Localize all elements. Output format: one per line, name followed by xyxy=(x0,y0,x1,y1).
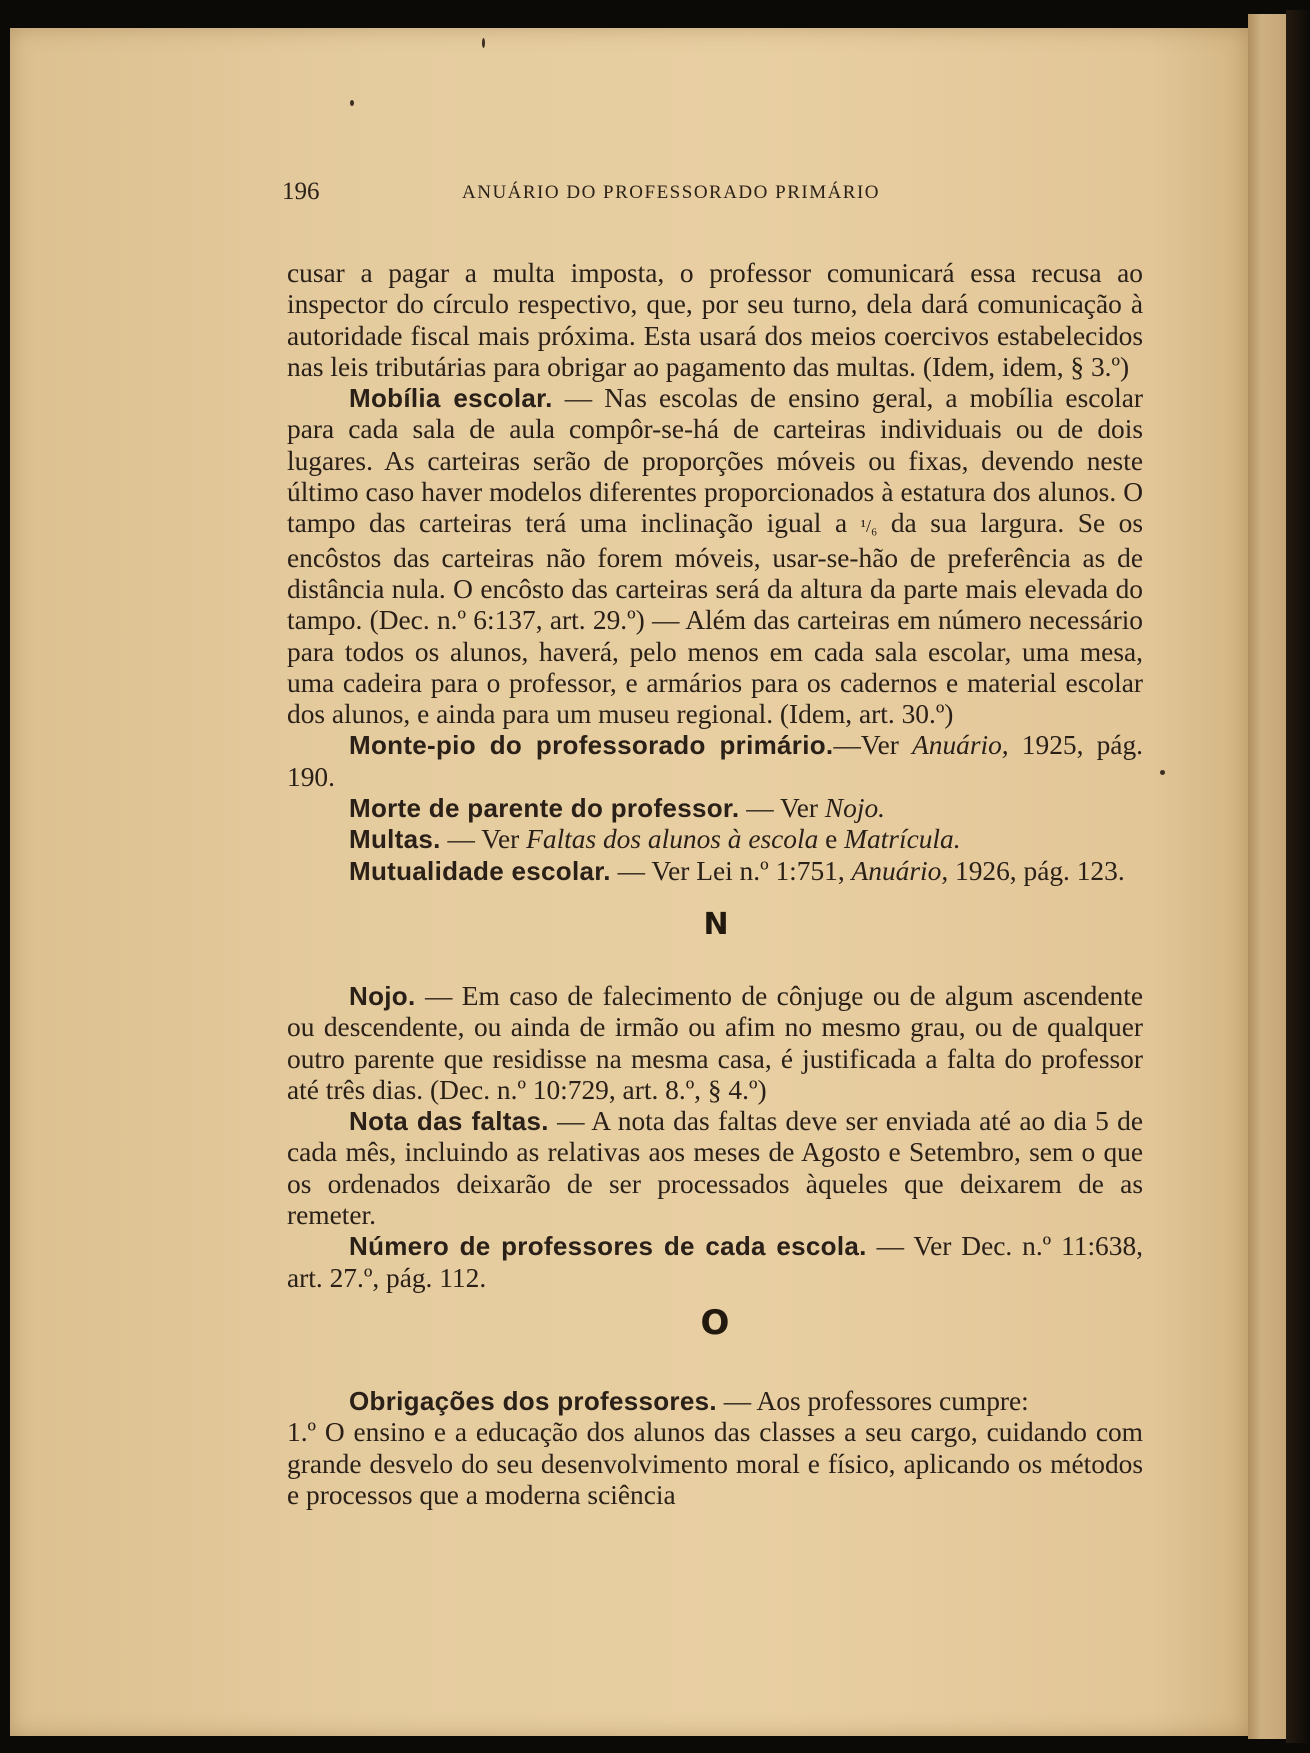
entry-nota-das-faltas xyxy=(287,1106,1143,1231)
entry-term: Número de professores de cada escola. xyxy=(349,1231,867,1262)
entry-mobilia-escolar xyxy=(287,383,1143,730)
fraction: ¹/₆ xyxy=(860,516,878,537)
entry-text: — Ver xyxy=(739,793,825,824)
entry-term: Obrigações dos professores. xyxy=(349,1385,717,1416)
entry-term: Mutualidade escolar. xyxy=(349,855,611,886)
entry-reference: Anuário, xyxy=(851,855,949,886)
entry-term: Monte-pio do professorado primário. xyxy=(349,730,834,761)
list-item-1: 1.º O ensino e a educação dos alunos das classes a seu cargo, cuidando com grande desvelo do seu desenvolvimento moral e físico, aplicando os métodos e processos que a moderna sciência xyxy=(287,1417,1143,1510)
print-speck xyxy=(482,38,485,48)
running-title: ANUÁRIO DO PROFESSORADO PRIMÁRIO xyxy=(462,182,881,203)
entry-obrigacoes-dos-professores xyxy=(287,1386,1143,1417)
entry-morte-de-parente xyxy=(287,793,1143,824)
entry-term: Multas. xyxy=(349,824,441,855)
entry-mutualidade-escolar xyxy=(287,856,1143,887)
print-speck xyxy=(1160,770,1165,775)
entry-nojo xyxy=(287,981,1143,1106)
entry-text: 1926, pág. 123. xyxy=(948,855,1125,886)
entry-term: Nota das faltas. xyxy=(349,1106,549,1137)
entry-numero-de-professores xyxy=(287,1231,1143,1294)
entry-multas xyxy=(287,824,1143,855)
entry-text: — Ver Dec. n.º 11:638, art. 27.º, pág. 112. xyxy=(287,1231,1143,1293)
print-speck xyxy=(350,100,354,106)
page-number: 196 xyxy=(282,178,320,205)
entry-term: Mobília escolar. xyxy=(349,383,553,414)
continuation-paragraph: cusar a pagar a multa imposta, o professor comunicará essa recusa ao inspector do círculo respectivo, que, por seu turno, dela dará comunicação à autoridade fiscal mais próxima. Esta usará dos meios coercivos estabelecidos nas leis tributárias para obrigar ao pagamento das multas. (Idem, idem, § 3.º) xyxy=(287,258,1143,382)
section-letter-n: N xyxy=(703,906,727,942)
page-header xyxy=(282,178,992,212)
entry-term: Nojo. xyxy=(349,980,416,1011)
entry-monte-pio xyxy=(287,730,1143,793)
entry-text: e xyxy=(818,824,845,855)
entry-reference: Matrícula. xyxy=(844,824,961,855)
entry-text: — A nota das faltas deve ser enviada até ao dia 5 de cada mês, incluindo as relativas aos meses de Agosto e Setembro, sem o que os ordenados deixarão de ser processados àqueles que deixarem de as remeter. xyxy=(287,1106,1143,1231)
entry-text: — Aos professores cumpre: xyxy=(716,1385,1029,1416)
body-text xyxy=(287,258,1143,1511)
entry-reference: Faltas dos alunos à escola xyxy=(526,824,819,855)
entry-reference: Anuário, xyxy=(912,730,1009,761)
section-letter-o: O xyxy=(700,1302,730,1343)
page-edge xyxy=(1248,14,1286,1739)
entry-text: 1925, pág. 190. xyxy=(287,730,1143,792)
entry-term: Morte de parente do professor. xyxy=(349,793,740,824)
entry-text: — Ver Lei n.º 1:751, xyxy=(610,855,852,886)
entry-text: — Nas escolas de ensino geral, a mobília escolar para cada sala de aula compôr-se-há de carteiras individuais ou de dois lugares. As carteiras serão de proporções móveis ou fixas, devendo neste último caso haver modelos diferentes proporcionados à estatura dos alunos. O tampo das carteiras terá uma inclinação igual a xyxy=(287,383,1143,539)
entry-text: — Ver xyxy=(440,824,527,855)
entry-reference: Nojo. xyxy=(824,793,885,824)
entry-text: da sua largura. Se os encôstos das carteiras não forem móveis, usar-se-hão de preferência as de distância nula. O encôsto das carteiras será da altura da parte mais elevada do tampo. (Dec. n.º 6:137, art. 29.º) — Além das carteiras em número necessário para todos os alunos, haverá, pelo menos em cada sala escolar, uma mesa, uma cadeira para o professor, e armários para os cadernos e material escolar dos alunos, e ainda para um museu regional. (Idem, art. 30.º) xyxy=(287,508,1143,730)
page-edge-shadow xyxy=(1286,10,1310,1743)
entry-text: —Ver xyxy=(833,730,913,761)
entry-text: — Em caso de falecimento de cônjuge ou de algum ascendente ou descendente, ou ainda de irmão ou afim no mesmo grau, ou de qualquer outro parente que residisse na mesma casa, é justificada a falta do professor até três dias. (Dec. n.º 10:729, art. 8.º, § 4.º) xyxy=(287,980,1143,1105)
